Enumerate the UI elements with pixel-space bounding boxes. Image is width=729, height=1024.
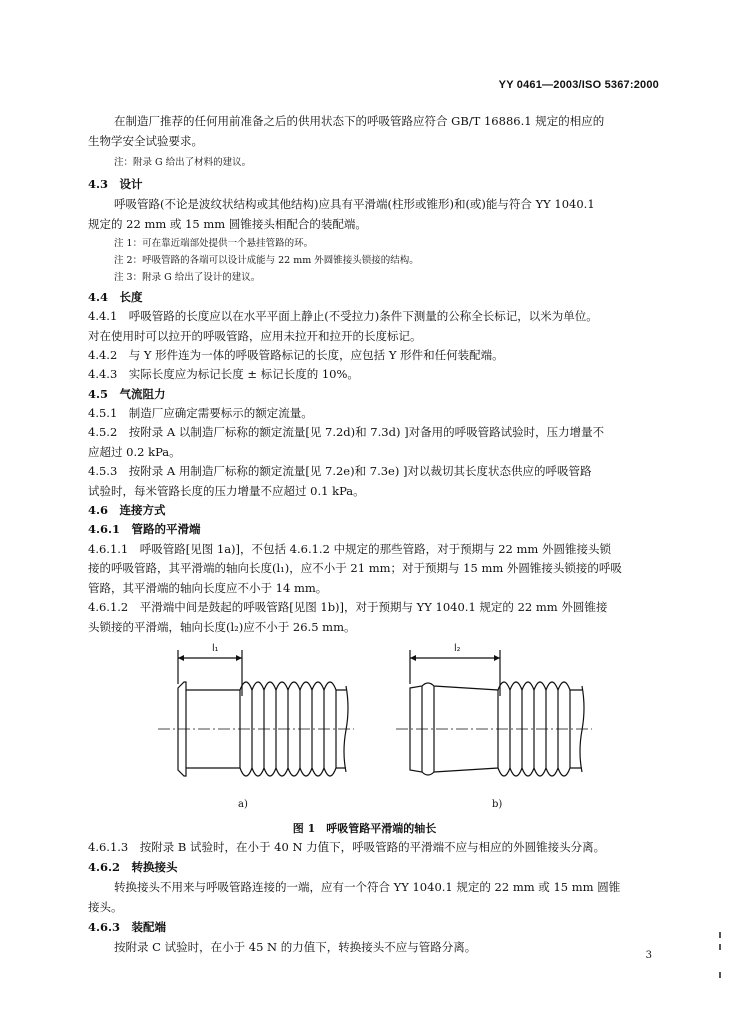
para-4-6-3: 按附录 C 试验时，在小于 45 N 的力值下，转换接头不应与管路分离。 (114, 940, 477, 954)
figure-1a-tube-smooth-end (150, 640, 360, 815)
figure-1-caption: 图 1 呼吸管路平滑端的轴长 (292, 822, 437, 835)
scan-edge-mark (719, 932, 721, 938)
para-design-line1: 呼吸管路(不论是波纹状结构或其他结构)应具有平滑端(柱形或锥形)和(或)能与符合 YY 1040.1 (114, 197, 595, 211)
para-4-6-2-line1: 转换接头不用来与呼吸管路连接的一端，应有一个符合 YY 1040.1 规定的 22 mm 或 15 mm 圆锥 (114, 880, 621, 894)
para-4-6-1-1-line3: 管路，其平滑端的轴向长度应不小于 14 mm。 (88, 581, 328, 595)
para-4-5-2-line1: 4.5.2 按附录 A 以制造厂标称的额定流量[见 7.2d)和 7.3d) ]对备用的呼吸管路试验时，压力增量不 (88, 425, 605, 439)
note-2: 注 2：呼吸管路的各端可以设计成能与 22 mm 外圆锥接头锁接的结构。 (114, 255, 419, 266)
section-4-3-heading: 4.3 设计 (88, 177, 143, 191)
para-4-6-1-1-line1: 4.6.1.1 呼吸管路[见图 1a)]，不包括 4.6.1.2 中规定的那些管路，对于预期与 22 mm 外圆锥接头锁 (88, 542, 611, 556)
para-4-6-1-2-line2: 头锁接的平滑端，轴向长度(l₂)应不小于 26.5 mm。 (88, 620, 356, 634)
para-4-4-3: 4.4.3 实际长度应为标记长度 ± 标记长度的 10%。 (88, 367, 359, 381)
figure-1b-sublabel: b) (492, 799, 503, 810)
para-4-6-1-2-line1: 4.6.1.2 平滑端中间是鼓起的呼吸管路[见图 1b)]，对于预期与 YY 1040.1 规定的 22 mm 外圆锥接 (88, 600, 608, 614)
para-4-5-1: 4.5.1 制造厂应确定需要标示的额定流量。 (88, 406, 313, 420)
scan-edge-mark (719, 944, 721, 950)
section-4-5-heading: 4.5 气流阻力 (88, 387, 166, 401)
para-4-6-2-line2: 接头。 (88, 900, 123, 914)
note-1: 注 1：可在靠近端部处提供一个悬挂管路的环。 (114, 238, 314, 249)
figure-1b-dimension-label: l₂ (454, 643, 461, 654)
scan-edge-mark (719, 972, 721, 978)
para-4-5-2-line2: 应超过 0.2 kPa。 (88, 445, 181, 459)
figure-1a-sublabel: a) (238, 799, 248, 810)
section-4-6-1-heading: 4.6.1 管路的平滑端 (88, 522, 201, 536)
para-biocompat-line2: 生物学安全试验要求。 (88, 134, 203, 148)
standard-header: YY 0461—2003/ISO 5367:2000 (498, 79, 659, 91)
para-4-4-2: 4.4.2 与 Y 形件连为一体的呼吸管路标记的长度，应包括 Y 形件和任何装配端。 (88, 348, 504, 362)
para-4-6-1-1-line2: 接的呼吸管路，其平滑端的轴向长度(l₁)，应不小于 21 mm；对于预期与 15 mm 外圆锥接头锁接的呼吸 (88, 561, 622, 575)
para-4-5-3-line1: 4.5.3 按附录 A 用制造厂标称的额定流量[见 7.2e)和 7.3e) ]对以裁切其长度状态供应的呼吸管路 (88, 464, 592, 478)
figure-1a-dimension-label: l₁ (212, 643, 219, 654)
section-4-6-heading: 4.6 连接方式 (88, 503, 166, 517)
para-4-4-1-line2: 对在使用时可以拉开的呼吸管路，应用未拉开和拉开的长度标记。 (88, 329, 422, 343)
note-3: 注 3：附录 G 给出了设计的建议。 (114, 272, 261, 283)
para-design-line2: 规定的 22 mm 或 15 mm 圆锥接头相配合的装配端。 (88, 217, 367, 231)
para-4-5-3-line2: 试验时，每米管路长度的压力增量不应超过 0.1 kPa。 (88, 484, 365, 498)
page-number: 3 (645, 950, 652, 961)
figure-1b-tube-bulged-end (392, 640, 597, 815)
para-4-4-1-line1: 4.4.1 呼吸管路的长度应以在水平平面上静止(不受拉力)条件下测量的公称全长标记，以米为单位。 (88, 309, 598, 323)
para-4-6-1-3: 4.6.1.3 按附录 B 试验时，在小于 40 N 力值下，呼吸管路的平滑端不应与相应的外圆锥接头分离。 (88, 840, 606, 854)
note-materials: 注：附录 G 给出了材料的建议。 (114, 157, 252, 168)
section-4-6-2-heading: 4.6.2 转换接头 (88, 860, 178, 874)
para-biocompat-line1: 在制造厂推荐的任何用前准备之后的供用状态下的呼吸管路应符合 GB/T 16886.1 规定的相应的 (114, 114, 605, 128)
section-4-6-3-heading: 4.6.3 装配端 (88, 920, 167, 934)
section-4-4-heading: 4.4 长度 (88, 290, 143, 304)
